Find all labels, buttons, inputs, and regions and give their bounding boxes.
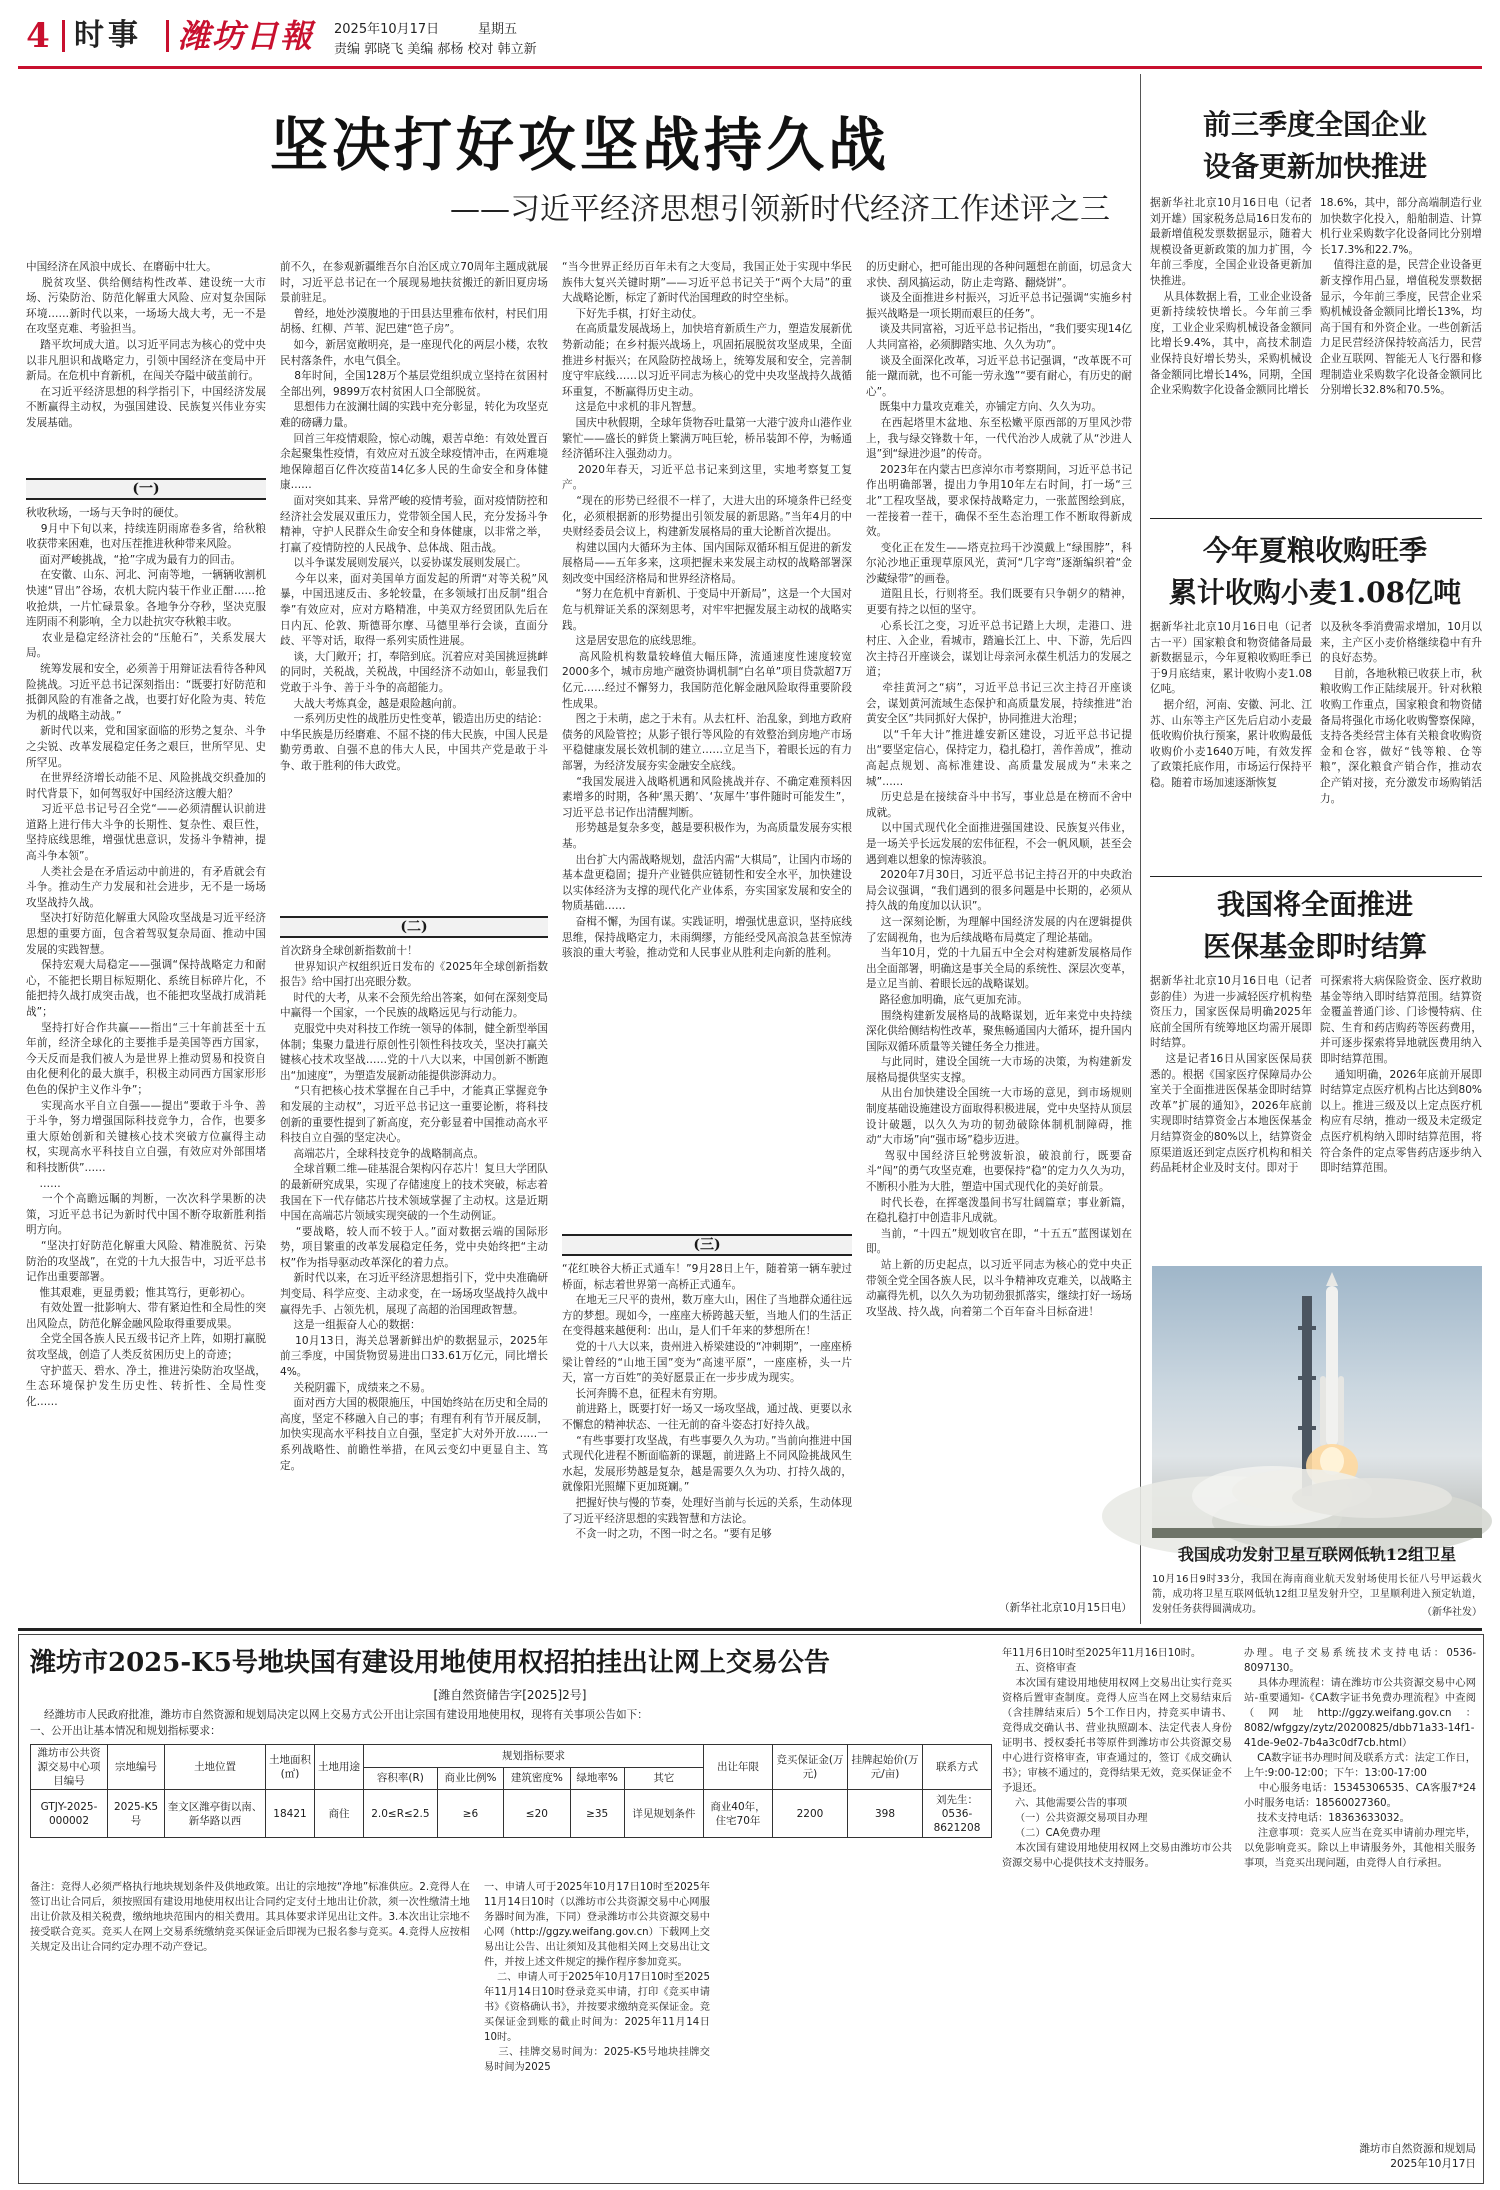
lead-subtitle: ——习近平经济思想引领新时代经济工作述评之三	[450, 192, 1110, 227]
cell-use: 商住	[315, 1790, 364, 1838]
news-headline-equipment: 前三季度全国企业 设备更新加快推进	[1202, 108, 1427, 183]
notice-remarks: 备注：竞得人必须严格执行地块规划条件及供地政策。出让的宗地按“净地”标准供应。2.竞得人在签订出让合同后，须按照国有建设用地使用权出让合同约定支付土地出让价款，须一次性缴清土地出让价款及相关税费，缴纳地块范围内的相关费用。其具体要求详见出让文件。3.本次出让宗地不接受联合竞买。竞买人在网上交易系统缴纳竞买保证金后即视为已报名参与竞买。4.竞得人应按相关规定及出让合同约定办理不动产登记。	[30, 1882, 470, 1953]
cell-green: ≥35	[570, 1790, 624, 1838]
header-divider	[62, 20, 65, 52]
col-header-deposit: 竞买保证金(万元)	[773, 1745, 848, 1790]
cell-project-no: GTJY-2025-000002	[31, 1790, 108, 1838]
col-header-density: 建筑密度%	[504, 1767, 570, 1790]
notice-column-4: 办理。电子交易系统技术支持电话：0536-8097130。 具体办理流程：请在潍坊市公共资源交易中心网站-重要通知-《CA数字证书免费办理流程》中查阅（网址http://ggzy.weifang.gov.cn：8082/wfggzy/zytz/20200825/dbb71a33-14f1-41de-9e02-7b4a3c0df7cb.html） CA数字证书办理时间及联系方式：法定工作日，上午:9:00-12:00；下午：13:00-17:00 中心服务电话：15345306535、CA客服7*24小时服务电话：18560027360。 技术支持电话：18363633032。 注意事项：竞买人应当在竞买申请前办理完毕，以免影响竞买。除以上申请服务外，其他相关服务事项，当竞买出现问题，由竞得人自行承担。	[1244, 1648, 1476, 1869]
news-body-insurance-right: 可探索将大病保险资金、医疗救助基金等纳入即时结算范围。结算资金覆盖普通门诊、门诊慢特病、住院、生育和药店购药等医药费用，并可逐步探索将异地就医费用纳入即时结算范围。 通知明确，2026年底前开展即时结算定点医疗机构占比达到80%以上。推进三级及以上定点医疗机构应有尽纳，推动一级及未定级定点医疗机构纳入即时结算范围，将符合条件的定点零售药店逐步纳入即时结算范围。	[1320, 975, 1482, 1175]
news-headline-medical-insurance: 我国将全面推进 医保基金即时结算	[1202, 888, 1427, 963]
page-number: 4	[26, 16, 50, 56]
cell-contact: 刘先生：0536-8621208	[923, 1790, 992, 1838]
col-header-far: 容积率(R)	[364, 1767, 438, 1790]
photo-caption-title: 我国成功发射卫星互联网低轨12组卫星	[1177, 1545, 1457, 1564]
lead-column-1: 秋收秋场，一场与天争时的硬仗。 9月中下旬以来，持续连阴雨席卷多省，给秋粮收获带来困难，也对压茬推进秋种带来风险。 面对严峻挑战，“抢”字成为最有力的回击。 在安徽、山东、河北、河南等地，一辆辆收割机快速“冒出”谷场，农机大院内装干作业正酣……抢收抢烘，一片忙碌景象。各地争分夺秒，坚决克服连阴雨不利影响，全力以赴抗灾夺秋粮丰收。 农业是稳定经济社会的“压舱石”，关系发展大局。 统筹发展和安全，必须善于用辩证法看待各种风险挑战。习近平总书记深刻指出：“既要打好防范和抵御风险的有准备之战，也要打好化险为夷、转危为机的战略主动战。” 新时代以来，党和国家面临的形势之复杂、斗争之尖锐、改革发展稳定任务之艰巨，世所罕见、史所罕见。 在世界经济增长动能不足、风险挑战交织叠加的时代背景下，如何驾驭好中国经济这艘大船？ 习近平总书记号召全党“——必须清醒认识前进道路上进行伟大斗争的长期性、复杂性、艰巨性，坚持底线思维，增强忧患意识，发扬斗争精神，提高斗争本领”。 人类社会是在矛盾运动中前进的，有矛盾就会有斗争。推动生产力发展和社会进步，无不是一场场攻坚战持久战。 坚决打好防范化解重大风险攻坚战是习近平经济思想的重要方面，包含着驾驭复杂局面、推动中国发展的实践智慧。 保持宏观大局稳定——强调“保持战略定力和耐心，不能把长期目标短期化、系统目标碎片化，不能把持久战打成突击战，也不能把攻坚战打成消耗战”； 坚持打好合作共赢——指出“三十年前甚至十五年前，经济全球化的主要推手是美国等西方国家，今天反而是我们被人为是世界上推动贸易和投资自由化便利化的最大旗手，积极主动同西方国家形形色色的保护主义作斗争”； 实现高水平自立自强——提出“要敢于斗争、善于斗争，努力增强国际科技竞争力，合作，也要多重大原始创新和关键核心技术突破方位赢得主动权，实现高水平科技自立自强，有效应对外部围堵和科技断供”…… …… 一个个高瞻远瞩的判断，一次次科学果断的决策，习近平总书记为新时代中国不断夺取新胜利指明方向。 “坚决打好防范化解重大风险、精准脱贫、污染防治的攻坚战”，在党的十九大报告中，习近平总书记作出重要部署。 惟其艰难，更显勇毅；惟其笃行，更彰初心。 有效处置一批影响大、带有紧迫性和全局性的突出风险点，防范化解金融风险取得重要成果。 全党全国各族人民五级书记齐上阵，如期打赢脱贫攻坚战，创造了人类反贫困历史上的奇迹； 守护蓝天、碧水、净土，推进污染防治攻坚战，生态环境保护发生历史性、转折性、全局性变化……	[26, 507, 266, 1408]
cell-density: ≤20	[504, 1790, 570, 1838]
rocket-launch-photo	[1152, 1266, 1482, 1538]
notice-signature	[1244, 2142, 1476, 2172]
col-header-planning: 规划指标要求	[364, 1745, 704, 1768]
lead-column-3b: “花红映谷大桥正式通车！”9月28日上午，随着第一辆车驶过桥面，标志着世界第一高桥正式通车。 在地无三尺平的贵州，数万座大山，困住了当地群众通往远方的梦想。现如今，一座座大桥跨越天堑，当地人们的生活正在变得越来越便利：出山，是人们千年来的梦想所在！ 党的十八大以来，贵州进入桥梁建设的“冲刺期”，一座座桥梁让曾经的“山地王国”变为“高速平原”，一座座桥，头一片天，富一方百姓”的美好愿景正在一步步成为现实。 长河奔腾不息，征程未有穷期。 前进路上，既要打好一场又一场攻坚战，通过战、更要以永不懈怠的精神状态、一往无前的奋斗姿态打好持久战。 “有些事要打攻坚战，有些事要久久为功。”当前向推进中国式现代化进程不断面临新的课题，前进路上不同风险挑战风生水起，发展形势越是复杂，越是需要久久为功、打持久战的，就像阳光照耀下更加斑斓。” 把握好快与慢的节奏，处理好当前与长远的关系，生动体现了习近平经济思想的实践智慧和方法论。 不贪一时之功，不图一时之名。“要有足够	[562, 1263, 852, 1541]
cell-far: 2.0≤R≤2.5	[364, 1790, 438, 1838]
cell-commercial: ≥6	[437, 1790, 503, 1838]
lead-column-3: “当今世界正经历百年未有之大变局，我国正处于实现中华民族伟大复兴关键时期”——习近平总书记关于“两个大局”的重大战略论断，标定了新时代治国理政的时空坐标。 下好先手棋，打好主动仗。 在高质量发展战场上，加快培育新质生产力，塑造发展新优势新动能；在乡村振兴战场上，巩固拓展脱贫攻坚成果，全面推进乡村振兴；在风险防控战场上，统筹发展和安全，完善制度守牢底线……以习近平同志为核心的党中央攻坚战持久战循环重复，不断赢得历史主动。 这是危中求机的非凡智慧。 国庆中秋假期，全球年货物吞吐量第一大港宁波舟山港作业繁忙——盛长的鲜货上繁满万吨巨轮，桥吊装卸不停，为畅通经济循环注入强劲动力。 2020年春天，习近平总书记来到这里，实地考察复工复产。 “现在的形势已经很不一样了，大进大出的环境条件已经变化，必须根据新的形势提出引领发展的新思路。”当年4月的中央财经委员会议上，构建新发展格局的重大论断首次提出。 构建以国内大循环为主体、国内国际双循环相互促进的新发展格局——五年多来，这项把握未来发展主动权的战略部署深刻改变中国经济格局和世界经济格局。 “努力在危机中育新机、于变局中开新局”，这是一个大国对危与机辩证关系的深刻思考，对牢牢把握发展主动权的战略实践。 这是居安思危的底线思维。 高风险机构数量较峰值大幅压降，流通速度性速度较宽2000多个，城市房地产融资协调机制“白名单”项目贷款超7万亿元……经过不懈努力，我国防范化解金融风险取得重要阶段性成果。 图之于未萌，虑之于未有。从去杠杆、治乱象，到地方政府债务的风险管控；从影子银行等风险的有效整治到房地产市场平稳健康发展长效机制的建立……立足当下，着眼长远的有力部署，为经济发展夯实金融安全底线。 “我国发展进入战略机遇和风险挑战并存、不确定难预料因素增多的时期，各种‘黑天鹅’、‘灰犀牛’事件随时可能发生”，习近平总书记作出清醒判断。 形势越是复杂多变，越是要积极作为，为高质量发展夯实根基。 出台扩大内需战略规划，盘活内需“大棋局”，让国内市场的基本盘更稳固；提升产业链供应链韧性和安全水平，加快建设以实体经济为支撑的现代化产业体系，夯实国家发展和安全的物质基础…… 奋楫不懈，为国有谋。实践证明，增强忧患意识，坚持底线思维，保持战略定力，未雨绸缪，方能经受风高浪急甚至惊涛骇浪的重大考验，推动党和人民事业从胜利走向新的胜利。	[562, 261, 852, 960]
table-row	[31, 1790, 992, 1838]
issue-date: 2025年10月17日	[334, 22, 440, 37]
cell-parcel: 2025-K5号	[108, 1790, 165, 1838]
notice-doc-number: [潍自然资储告字[2025]2号]	[433, 1688, 587, 1702]
header-rule	[18, 66, 1482, 69]
notice-issue-date: 2025年10月17日	[1390, 2158, 1476, 2170]
issue-weekday: 星期五	[478, 22, 518, 37]
lead-column-2b: 首次跻身全球创新指数前十！ 世界知识产权组织近日发布的《2025年全球创新指数报告》给中国打出亮眼分数。 时代的大考，从来不会预先给出答案，如何在深刻变局中赢得一个国家，一个民族的战略远见与行动能力。 克服党中央对科技工作统一领导的体制，健全新型举国体制；集聚力量进行原创性引领性科技攻关，坚决打赢关键核心技术攻坚战……党的十八大以来，中国创新不断跑出“加速度”，为塑造发展新动能提供澎湃动力。 “只有把核心技术掌握在自己手中，才能真正掌握竞争和发展的主动权”，习近平总书记这一重要论断，将科技创新的重要性提到了新高度，充分彰显着中国推动高水平科技自立自强的坚定决心。 高端芯片，全球科技竞争的战略制高点。 全球首颗二维—硅基混合架构闪存芯片！复旦大学团队的最新研究成果，实现了存储速度上的技术突破，标志着我国在下一代存储芯片技术领域掌握了主动权。这是近期中国在高端芯片领域实现突破的一个生动例证。 “要战略，较人而不较于人。”面对数据云端的国际形势，项目繁重的改革发展稳定任务，党中央始终把“主动权”作为指导驱动改革深化的着力点。 新时代以来，在习近平经济思想指引下，党中央准确研判变局、科学应变、主动求变，在一场场攻坚战持久战中赢得先手、占领先机，展现了高超的治国理政智慧。 这是一组振奋人心的数据： 10月13日，海关总署新鲜出炉的数据显示，2025年前三季度，中国货物贸易进出口33.61万亿元，同比增长4%。 关税阴霾下，成绩来之不易。 面对西方大国的极限施压，中国始终站在历史和全局的高度，坚定不移融入自己的事；有理有利有节开展反制，加快实现高水平科技自立自强，坚定扩大对外开放……一系列战略性、前瞻性举措，在风云变幻中更显自主、笃定。	[280, 945, 548, 1472]
notice-column-2: 一、申请人可于2025年10月17日10时至2025年11月14日10时（以潍坊市公共资源交易中心网服务器时间为准，下同）登录潍坊市公共资源交易中心网（http://ggzy.weifang.gov.cn）下载网上交易出让公告、出让须知及其他相关网上交易出让文件，并按上述文件规定的操作程序参加竞买。 二、申请人可于2025年10月17日10时至2025年11月14日10时登录竞买申请，打印《竞买申请书》《资格确认书》，并按要求缴纳竞买保证金。竞买保证金到账的截止时间为：2025年11月14日10时。 三、挂牌交易时间为：2025-K5号地块挂牌交易时间为2025	[484, 1882, 710, 2073]
news-body-insurance-left: 据新华社北京10月16日电（记者 彭韵佳）为进一步减轻医疗机构垫资压力，国家医保局明确2025年底前全国所有统筹地区均需开展即时结算。 这是记者16日从国家医保局获悉的。根据《国家医疗保障局办公室关于全面推进医保基金即时结算改革”扩展的通知》，2026年底前实现即时结算资金占本地医保基金月结算资金的80%以上，结算资金原渠道返还到定点医疗机构和相关药品耗材企业及时支付。即对于	[1150, 975, 1312, 1175]
col-header-commercial: 商业比例%	[437, 1767, 503, 1790]
cell-area: 18421	[266, 1790, 315, 1838]
col-header-location: 土地位置	[165, 1745, 266, 1790]
column-divider	[1140, 74, 1141, 1624]
cell-start-price: 398	[848, 1790, 923, 1838]
news-body-equipment-right: 18.6%，其中，部分高端制造行业加快数字化投入，船舶制造、计算机行业采购数字化设备同比分别增长17.3%和22.7%。 值得注意的是，民营企业设备更新支撑作用凸显，增值税发票数据显示，今年前三季度，民营企业采购机械设备金额同比增长13%，均高于国有和外资企业。一些创新活力足民营经济保持较高活力，民营企业互联网、智能无人飞行器和修理制造业采购数字化设备金额同比分别增长32.8%和70.5%。	[1320, 197, 1482, 397]
rocket-illustration	[1152, 1266, 1482, 1538]
col-header-green: 绿地率%	[570, 1767, 624, 1790]
news-body-equipment-left: 据新华社北京10月16日电（记者 刘开雄）国家税务总局16日发布的最新增值税发票数据显示，随着大规模设备更新政策的加力扩围，今年前三季度，全国企业设备更新加快推进。 从具体数据上看，工业企业设备更新持续较快增长。今年前三季度，工业企业采购机械设备金额同比增长9.4%，其中，高技术制造业保持良好增长势头，采购机械设备金额同比增长14%，同期，全国企业采购数字化设备金额同比增长	[1150, 197, 1312, 397]
col-header-start-price: 挂牌起始价(万元/亩)	[848, 1745, 923, 1790]
photo-caption-body: 10月16日9时33分，我国在海南商业航天发射场使用长征八号甲运载火箭，成功将卫星互联网低轨12组卫星发射升空，卫星顺利进入预定轨道，发射任务获得圆满成功。	[1152, 1574, 1482, 1615]
paper-logo: 潍坊日報	[178, 17, 315, 55]
lead-column-4: 的历史耐心，把可能出现的各种问题想在前面，切忌贪大求快、刮风搞运动，防止走弯路、翻烧饼”。 谈及全面推进乡村振兴，习近平总书记强调“实施乡村振兴战略是一项长期而艰巨的任务”。 谈及共同富裕，习近平总书记指出，“我们要实现14亿人共同富裕，必须脚踏实地、久久为功”。 谈及全面深化改革，习近平总书记强调，“改革既不可能一蹴而就，也不可能一劳永逸”“要有耐心，有历史的耐心”。 既集中力量攻克难关，亦铺定方向、久久为功。 在西起塔里木盆地、东至松嫩平原西部的万里风沙带上，我与绿交锋数十年，一代代治沙人成就了从“沙进人退”到“绿进沙退”的传奇。 2023年在内蒙古巴彦淖尔市考察期间，习近平总书记作出明确部署，提出力争用10年左右时间，打一场“三北”工程攻坚战，要求保持战略定力，一张蓝图绘到底，一茬接着一茬干，确保不至生态治理工作不断取得新成效。 变化正在发生——塔克拉玛干沙漠戴上“绿围脖”，科尔沁沙地正重现草原风光，黄河“几字弯”逐渐编织着“金沙藏绿带”的画卷。 道阻且长，行则将至。我们既要有只争朝夕的精神，更要有持之以恒的坚守。 心系长江之变，习近平总书记踏上大坝，走港口、进村庄、入企业，看城市，踏遍长江上、中、下游，先后四次主持召开座谈会，谋划让母亲河永葆生机活力的发展之道； 牵挂黄河之“病”，习近平总书记三次主持召开座谈会，谋划黄河流域生态保护和高质量发展，持续推进“治黄安全区”共同抓好大保护，协同推进大治理； 以“千年大计”推进雄安新区建设，习近平总书记提出“要坚定信心，保持定力，稳扎稳打，善作善成”，推动高起点规划、高标准建设、高质量发展成为“未来之城”…… 历史总是在接续奋斗中书写，事业总是在榜而不舍中成就。 以中国式现代化全面推进强国建设、民族复兴伟业，是一场关乎长远发展的宏伟征程，不会一帆风顺，甚至会遇到难以想象的惊涛骇浪。 2020年7月30日，习近平总书记主持召开的中央政治局会议强调，“我们遇到的很多问题是中长期的，必须从持久战的角度加以认识”。 这一深刻论断，为理解中国经济发展的内在逻辑提供了宏阔视角，也为后续战略布局奠定了理论基础。 当年10月，党的十九届五中全会对构建新发展格局作出全面部署，明确这是事关全局的系统性、深层次变革，是立足当前、着眼长远的战略谋划。 路径愈加明确，底气更加充沛。 围绕构建新发展格局的战略谋划，近年来党中央持续深化供给侧结构性改革，聚焦畅通国内大循环，提升国内国际双循环质量等关键任务全力推进。 与此同时，建设全国统一大市场的决策，为构建新发展格局提供坚实支撑。 从出台加快建设全国统一大市场的意见，到市场规则制度基础设施建设方面取得积极进展，党中央坚持从顶层设计破题，以久久为功的韧劲破除体制机制障碍，推动“大市场”向“强市场”稳步迈进。 驾驭中国经济巨轮劈波斩浪，破浪前行，既要奋斗“闯”的勇气攻坚克难，也要保持“稳”的定力久久为功，不断积小胜为大胜，塑造中国式现代化的美好前景。 时代长卷，在挥毫泼墨间书写壮阔篇章；事业新篇，在稳扎稳打中创造非凡成就。 当前，“十四五”规划收官在即，“十五五”蓝图谋划在即。 站上新的历史起点，以习近平同志为核心的党中央正带领全党全国各族人民，以斗争精神攻克难关，以战略主动赢得先机，以久久为功韧劲狠抓落实，继续打好一场场攻坚战、持久战，向着第二个百年奋斗目标奋进！	[866, 261, 1132, 1318]
col-header-other: 其它	[624, 1767, 703, 1790]
lead-column-2: 前不久，在参观新疆维吾尔自治区成立70周年主题成就展时，习近平总书记在一个展现易地扶贫搬迁的新旧夏房场景前驻足。 曾经，地处沙漠腹地的于田县达里雅布依村，村民们用胡杨、红柳、芦苇、泥巴建“笆子房”。 如今，新居宽敞明亮，是一座现代化的两层小楼，农牧民村落条件，水电气俱全。 8年时间，全国128万个基层党组织成立坚持在贫困村全部出列，9899万农村贫困人口全部脱贫。 思想伟力在波澜壮阔的实践中充分彰显，转化为攻坚克难的磅礴力量。 回首三年疫情艰险，惊心动魄，艰苦卓绝：有效处置百余起聚集性疫情，有效应对五波全球疫情冲击，在两难境地保障超百亿件次疫苗14亿多人民的生命安全和身体健康…… 面对突如其来、异常严峻的疫情考验，面对疫情防控和经济社会发展双重压力，党带领全国人民，充分发扬斗争精神，守护人民群众生命安全和身体健康，以非常之举，打赢了疫情防控的人民战争、总体战、阻击战。 以斗争谋发展则发展兴，以妥协谋发展则发展亡。 今年以来，面对美国单方面发起的所谓“对等关税”风暴，中国迅速反击、多轮较量，在多领域打出反制“组合拳”有效应对，应对方略精准，中美双方经贸团队先后在日内瓦、伦敦、斯德哥尔摩、马德里举行会谈，直面分歧、平等对话，取得一系列实质性进展。 谈，大门敞开；打，奉陪到底。沉着应对美国挑逗挑衅的同时，关税战，关税战，中国经济不动如山，彰显我们党敢于斗争、善于斗争的高超能力。 大战大考炼真金，越是艰险越向前。 一系列历史性的战胜历史性变革，锻造出历史的结论：中华民族是历经磨难、不屈不挠的伟大民族，中国人民是勤劳勇敢、自强不息的伟大人民，中国共产党是敢于斗争、敢于胜利的伟大政党。	[280, 261, 548, 772]
section-marker-2: (二)	[280, 916, 548, 938]
section-name: 时事	[74, 18, 142, 53]
page-header	[18, 14, 1482, 62]
header-divider	[166, 20, 169, 52]
col-header-use: 土地用途	[315, 1745, 364, 1790]
photo-credit: （新华社发）	[1422, 1607, 1482, 1618]
news-body-wheat-left: 据新华社北京10月16日电（记者 古一平）国家粮食和物资储备局最新数据显示，今年夏粮收购旺季已于9月底结束，累计收购小麦1.08亿吨。 据介绍，河南、安徽、河北、江苏、山东等主产区先后启动小麦最低收购价执行预案，累计收购最低收购价小麦1640万吨，有效发挥了政策托底作用，市场运行保持平稳。随着市场加速逐渐恢复	[1150, 621, 1312, 789]
notice-section-1: 一、公开出让基本情况和规划指标要求：	[30, 1725, 221, 1737]
notice-title: 潍坊市2025-K5号地块国有建设用地使用权招拍挂出让网上交易公告	[30, 1648, 830, 1678]
col-header-parcel: 宗地编号	[108, 1745, 165, 1790]
notice-issuer: 潍坊市自然资源和规划局	[1359, 2143, 1476, 2155]
news-headline-wheat: 今年夏粮收购旺季 累计收购小麦1.08亿吨	[1168, 534, 1462, 609]
news-body-wheat-right: 以及秋冬季消费需求增加，10月以来，主产区小麦价格继续稳中有升的良好态势。 目前，各地秋粮已收获上市，秋粮收购工作正陆续展开。针对秋粮收购工作重点，国家粮食和物资储备局将强化市场化收购警察保障，支持各类经营主体有关粮食收购资金和仓容，做好“钱等粮、仓等粮”，深化粮食产销合作，推动农企产销对接，充分激发市场购销活力。	[1320, 621, 1482, 805]
section-marker-1: (一)	[26, 478, 266, 500]
col-header-project-no: 潍坊市公共资源交易中心项目编号	[31, 1745, 108, 1790]
notice-column-3: 年11月6日10时至2025年11月16日10时。 五、资格审查 本次国有建设用地使用权网上交易出让实行竞买资格后置审查制度。竞得人应当在网上交易结束后（含挂牌结束后）5个工作日内，持竞买申请书、竞得成交确认书、营业执照副本、法定代表人身份证明书、授权委托书等原件到潍坊市公共资源交易中心进行资格审查，审查通过的，签订《成交确认书》；审核不通过的，竞得结果无效，竞买保证金不予退还。 六、其他需要公告的事项 （一）公共资源交易项目办理 （二）CA免费办理 本次国有建设用地使用权网上交易由潍坊市公共资源交易中心提供技术支持服务。	[1002, 1648, 1232, 1869]
news-divider	[1150, 518, 1482, 519]
cell-other: 详见规划条件	[624, 1790, 703, 1838]
col-header-term: 出让年限	[704, 1745, 773, 1790]
land-info-table	[30, 1744, 992, 1838]
news-divider	[1150, 876, 1482, 877]
ad-top-rule	[18, 1628, 1482, 1631]
col-header-contact: 联系方式	[923, 1745, 992, 1790]
section-marker-3: (三)	[562, 1234, 852, 1256]
notice-intro: 经潍坊市人民政府批准，潍坊市自然资源和规划局决定以网上交易方式公开出让宗国有建设用地使用权，现将有关事项公告如下：	[44, 1709, 648, 1721]
editor-credits: 责编 郭晓飞 美编 郝杨 校对 韩立新	[334, 42, 537, 57]
lead-credit: （新华社北京10月15日电）	[999, 1602, 1132, 1614]
cell-deposit: 2200	[773, 1790, 848, 1838]
col-header-area: 土地面积(㎡)	[266, 1745, 315, 1790]
lead-intro: 中国经济在风浪中成长、在磨砺中壮大。 脱贫攻坚、供给侧结构性改革、建设统一大市场、污染防治、防范化解重大风险、应对复杂国际环境……新时代以来，一场场大战大考，无一不是在攻坚克难、考验担当。 踏平坎坷成大道。以习近平同志为核心的党中央以非凡胆识和战略定力，引领中国经济在变局中开新局。在危机中育新机，在闯关夺隘中破茧前行。 在习近平经济思想的科学指引下，中国经济发展不断赢得主动权，为强国建设、民族复兴伟业夯实发展基础。	[26, 261, 266, 429]
cell-location: 奎文区潍亭街以南、新华路以西	[165, 1790, 266, 1838]
lead-headline: 坚决打好攻坚战持久战	[269, 111, 890, 179]
cell-term: 商业40年，住宅70年	[704, 1790, 773, 1838]
